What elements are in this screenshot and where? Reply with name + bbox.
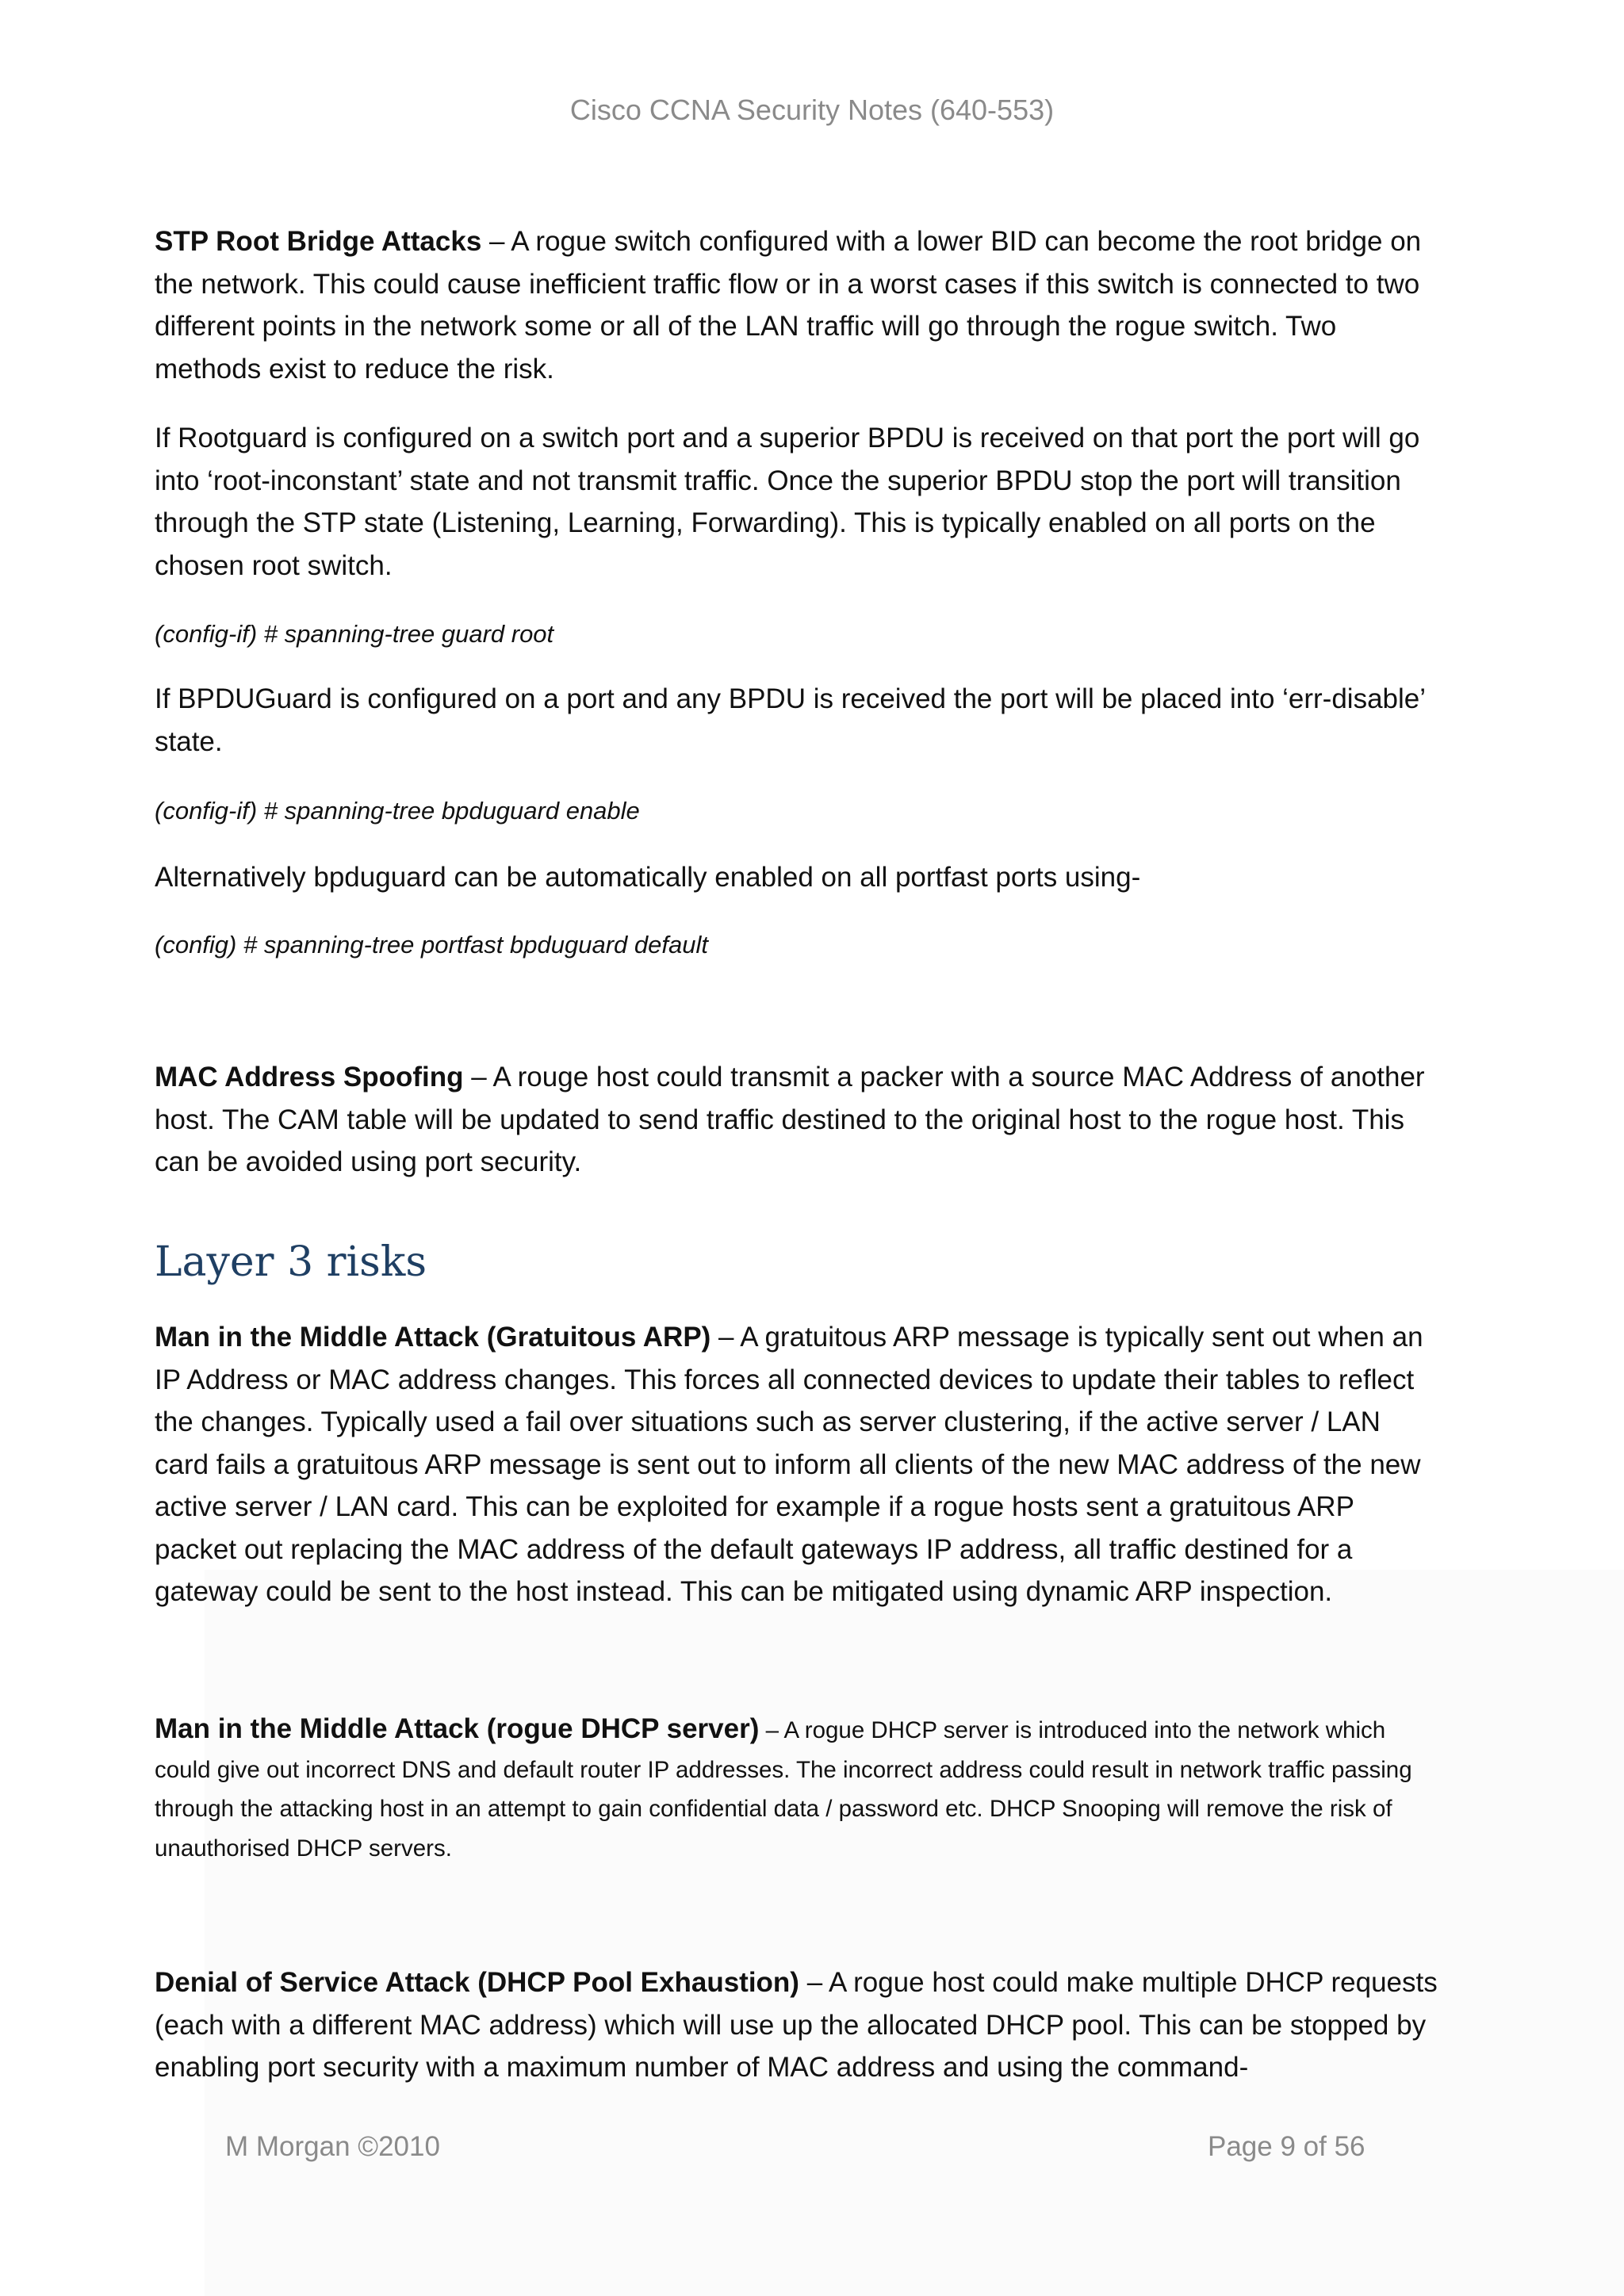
stp-term: STP Root Bridge Attacks	[155, 226, 482, 257]
cmd-portfast-default-text: (config) # spanning-tree portfast bpduguard default	[155, 931, 708, 959]
mitm-dhcp-paragraph	[155, 1709, 1439, 1868]
layer3-heading: Layer 3 risks	[155, 1238, 427, 1286]
dos-dhcp-term: Denial of Service Attack (DHCP Pool Exhaustion)	[155, 1967, 799, 1998]
cmd-guard-root	[155, 618, 1439, 650]
dos-dhcp-text: – A rogue host could make multiple DHCP requests (each with a different MAC address) which will use up the allocated DHCP pool. This can be stopped by enabling port security with a maximum number of MAC address and using the command-	[155, 1967, 1438, 2083]
bpduguard-paragraph	[155, 678, 1439, 763]
alternatively-text: Alternatively bpduguard can be automatically enabled on all portfast ports using-	[155, 862, 1141, 893]
mitm-garp-paragraph	[155, 1316, 1439, 1613]
mac-spoof-term: MAC Address Spoofing	[155, 1062, 464, 1093]
cmd-bpduguard-enable	[155, 795, 1439, 827]
dos-dhcp-paragraph	[155, 1961, 1439, 2089]
footer-author: M Morgan ©2010	[225, 2131, 440, 2162]
alternatively-paragraph	[155, 856, 1439, 899]
footer-page-number: Page 9 of 56	[1208, 2131, 1365, 2162]
cmd-portfast-default	[155, 929, 1439, 961]
mitm-garp-text: – A gratuitous ARP message is typically sent out when an IP Address or MAC address changes. This forces all connected devices to update their tables to reflect the changes. Typically used a fail over situations such as server clustering, if the active server / LAN card fails a gratuitous ARP message is sent out to inform all clients of the new MAC address of the new active server / LAN card. This can be exploited for example if a rogue hosts sent a gratuitous ARP packet out replacing the MAC address of the default gateways IP address, all traffic destined for a gateway could be sent to the host instead. This can be mitigated using dynamic ARP inspection.	[155, 1322, 1423, 1607]
running-header: Cisco CCNA Security Notes (640-553)	[569, 94, 1055, 126]
mac-spoof-text: – A rouge host could transmit a packer with a source MAC Address of another host. The CAM table will be updated to send traffic destined to the original host to the rogue host. This can be avoided using port security.	[155, 1062, 1425, 1177]
layer3-heading-block	[155, 1237, 1439, 1288]
rootguard-paragraph	[155, 417, 1439, 587]
stp-paragraph	[155, 220, 1439, 390]
cmd-bpduguard-enable-text: (config-if) # spanning-tree bpduguard enable	[155, 797, 640, 825]
mac-spoof-paragraph	[155, 1056, 1439, 1184]
mitm-dhcp-term: Man in the Middle Attack (rogue DHCP server)	[155, 1713, 760, 1744]
bpduguard-text: If BPDUGuard is configured on a port and any BPDU is received the port will be placed into ‘err-disable’ state.	[155, 683, 1425, 757]
rootguard-text: If Rootguard is configured on a switch port and a superior BPDU is received on that port the port will go into ‘root-inconstant’ state and not transmit traffic. Once the superior BPDU stop the port will transition through the STP state (Listening, Learning, Forwarding). This is typically enabled on all ports on the chosen root switch.	[155, 423, 1420, 581]
page-shade	[205, 1570, 1624, 2296]
mitm-garp-term: Man in the Middle Attack (Gratuitous ARP)	[155, 1322, 711, 1353]
mitm-dhcp-text: – A rogue DHCP server is introduced into the network which could give out incorrect DNS and default router IP addresses. The incorrect address could result in network traffic passing through the attacking host in an attempt to gain confidential data / password etc. DHCP Snooping will remove the risk of unauthorised DHCP servers.	[155, 1717, 1412, 1862]
cmd-guard-root-text: (config-if) # spanning-tree guard root	[155, 620, 554, 648]
stp-text: – A rogue switch configured with a lower BID can become the root bridge on the network. This could cause inefficient traffic flow or in a worst cases if this switch is connected to two different points in the network some or all of the LAN traffic will go through the rogue switch. Two methods exist to reduce the risk.	[155, 226, 1422, 385]
